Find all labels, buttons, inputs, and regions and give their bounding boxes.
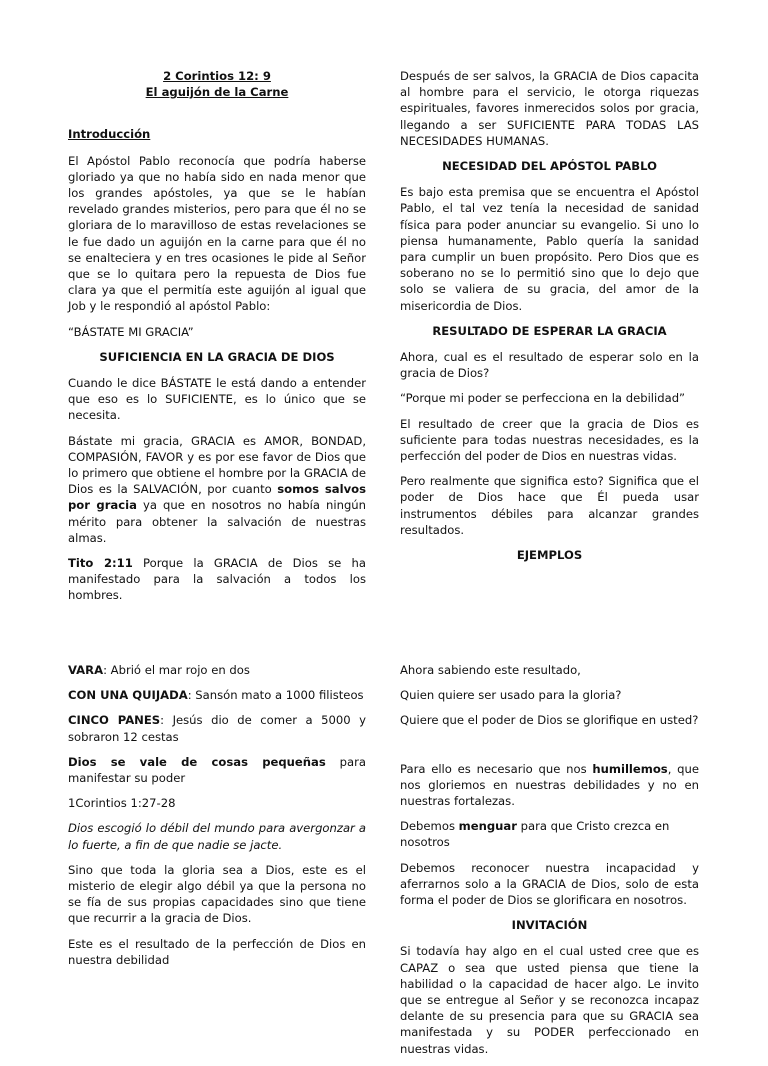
example-text: : Sansón mato a 1000 filisteos <box>187 688 364 703</box>
paragraph-tito <box>68 555 366 604</box>
heading-necesidad: NECESIDAD DEL APÓSTOL PABLO <box>442 159 657 174</box>
text-segment: para manifestar su poder <box>68 754 366 786</box>
bold-segment: menguar <box>458 819 517 834</box>
page2-left-column <box>68 662 366 977</box>
verse-quote-corintios: Dios escogió lo débil del mundo para avergonzar a lo fuerte, a fin de que nadie se jacte. <box>68 821 366 852</box>
heading-resultado: RESULTADO DE ESPERAR LA GRACIA <box>432 323 667 338</box>
heading-invitacion: INVITACIÓN <box>511 918 588 933</box>
page1-right-column <box>400 68 699 573</box>
quote-poder: “Porque mi poder se perfecciona en la debilidad” <box>400 391 686 406</box>
paragraph-este: Este es el resultado de la perfección de Dios en nuestra debilidad <box>68 936 366 967</box>
page2-right-column <box>400 662 699 1066</box>
paragraph-reconocer: Debemos reconocer nuestra incapacidad y aferrarnos solo a la GRACIA de Dios, solo de esta forma el poder de Dios se glorificara en nosotros. <box>400 860 699 908</box>
text-segment: para que Cristo crezca en nosotros <box>400 819 670 850</box>
paragraph-sabiendo: Ahora sabiendo este resultado, <box>400 663 581 677</box>
intro-paragraph: El Apóstol Pablo reconocía que podría haberse gloriado ya que no había sido en nada menor que los grandes apóstoles, ya que se le habían revelado grandes misterios, pero para que él no se gloriara de lo maravilloso de estas revelaciones se le fue dado un aguijón en la carne para que él no se enalteciera y en tres ocasiones le pide al Señor que se lo quitara pero la repuesta de Dios fue clara ya que el permitía este aguijón al igual que Job y le respondió al apóstol Pablo: <box>68 153 366 314</box>
example-vara <box>68 662 366 678</box>
paragraph-menguar <box>400 818 699 850</box>
paragraph-pero: Pero realmente que significa esto? Significa que el poder de Dios hace que Él pueda usar instrumentos débiles para alcanzar grandes resultados. <box>400 474 699 537</box>
paragraph-invitacion: Si todavía hay algo en el cual usted cree que es CAPAZ o sea que usted piensa que tiene la habilidad o la capacidad de hacer algo. Le invito que se entregue al Señor y se reconozca incapaz delante de su presencia para que su GRACIA sea manifestada y su PODER perfeccionado en nuestras vidas. <box>400 944 699 1056</box>
paragraph-bastate: Cuando le dice BÁSTATE le está dando a entender que eso es lo SUFICIENTE, es lo único que se necesita. <box>68 376 366 423</box>
bold-segment: somos salvos por gracia <box>68 482 366 513</box>
paragraph-sino: Sino que toda la gloria sea a Dios, este es el misterio de elegir algo débil ya que la persona no se fía de sus propias capacidades sino que tiene que recurrir a la gracia de Dios. <box>68 862 366 926</box>
heading-suficiencia: SUFICIENCIA EN LA GRACIA DE DIOS <box>99 349 335 364</box>
verse-reference: Tito 2:11 <box>68 556 133 571</box>
paragraph-gracia <box>68 433 366 546</box>
verse-text: Porque la GRACIA de Dios se ha manifestado para la salvación a todos los hombres. <box>68 556 366 603</box>
example-text: : Abrió el mar rojo en dos <box>103 663 250 677</box>
example-quijada <box>68 687 366 703</box>
page1-left-column <box>68 68 366 613</box>
paragraph-cosas <box>68 754 366 786</box>
paragraph-ahora: Ahora, cual es el resultado de esperar solo en la gracia de Dios? <box>400 350 699 381</box>
bold-segment: Dios se vale de cosas pequeñas <box>68 754 326 769</box>
paragraph-resultado: El resultado de creer que la gracia de Dios es suficiente para todas nuestras necesidades, es la perfección del poder de Dios en nuestras vidas. <box>400 416 699 464</box>
text-segment: Para ello es necesario que nos <box>400 761 593 776</box>
verse-reference-corintios: 1Corintios 1:27-28 <box>68 796 176 811</box>
document-title: 2 Corintios 12: 9 <box>163 69 271 83</box>
paragraph-quien: Quien quiere ser usado para la gloria? <box>400 688 622 703</box>
bold-segment: humillemos <box>592 761 668 776</box>
text-segment: Bástate mi gracia, GRACIA es AMOR, BONDAD, COMPASIÓN, FAVOR y es por ese favor de Dios que lo primero que obtiene el hombre por la GRACIA de Dios es la SALVACIÓN, por cuanto <box>68 433 366 497</box>
paragraph-necesidad: Es bajo esta premisa que se encuentra el Apóstol Pablo, el tal vez tenía la necesidad de sanidad física para poder anunciar su evangelio. Si uno lo piensa humanamente, Pablo quería la sanidad para cumplir un buen propósito. Pero Dios que es soberano no se lo permitió sino que lo dejo que solo se valiera de su gracia, del amor de la misericordia de Dios. <box>400 185 699 313</box>
example-panes <box>68 712 366 744</box>
example-label: CON UNA QUIJADA <box>68 688 188 703</box>
example-label: CINCO PANES <box>68 713 161 728</box>
text-segment: ya que en nosotros no había ningún mérito para obtener la salvación de nuestras almas. <box>68 498 367 545</box>
text-segment: , que nos gloriemos en nuestras debilidades y no en nuestras fortalezas. <box>400 761 700 809</box>
paragraph-despues: Después de ser salvos, la GRACIA de Dios capacita al hombre para el servicio, le otorga riquezas espirituales, favores inmerecidos solos por gracia, llegando a ser SUFICIENTE PARA TODAS LAS NECESIDADES HUMANAS. <box>400 69 699 148</box>
heading-ejemplos: EJEMPLOS <box>516 548 583 563</box>
quote-bastate: “BÁSTATE MI GRACIA” <box>68 324 194 339</box>
intro-heading: Introducción <box>68 127 151 142</box>
example-label: VARA <box>68 663 104 677</box>
paragraph-quiere: Quiere que el poder de Dios se glorifique en usted? <box>400 713 699 728</box>
paragraph-paraello <box>400 761 699 810</box>
example-text: : Jesús dio de comer a 5000 y sobraron 12 cestas <box>68 713 367 744</box>
text-segment: Debemos <box>400 819 459 834</box>
document-subtitle: El aguijón de la Carne <box>145 85 289 100</box>
